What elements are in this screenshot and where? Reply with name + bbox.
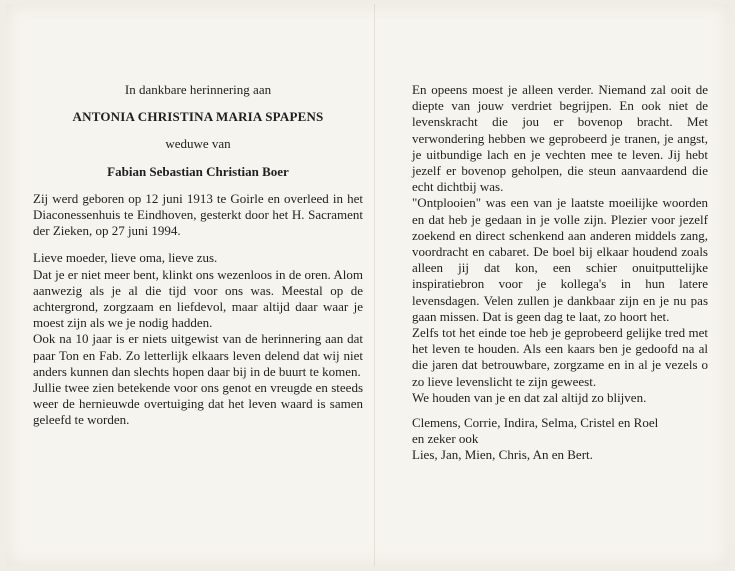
- signature-line-3: Lies, Jan, Mien, Chris, An en Bert.: [412, 447, 593, 463]
- intro-line: In dankbare herinnering aan: [124, 82, 272, 97]
- card-fold: [374, 4, 375, 566]
- right-paragraph-1: En opeens moest je alleen verder. Niemand zal ooit de diepte van jouw verdriet begrijpen. En ook niet de levenskracht die jou er bovenop bracht. Met verwondering hebben we geprobeerd je tranen, je angst, je uitbundige lach en je vechten mee te leven. Jij hebt jezelf er bovenop geholpen, die steun aanvaardend die echt dichtbij was.: [412, 82, 708, 195]
- signature-line-2: en zeker ook: [412, 431, 479, 447]
- relation-line: weduwe van: [165, 136, 231, 152]
- left-paragraph-1: Dat je er niet meer bent, klinkt ons wezenloos in de oren. Alom aanwezig als je al die tijd voor ons was. Meestal op de achtergrond, zorgzaam en liefdevol, maar altijd daar waar je moest zijn als we je nodig hadden.: [33, 266, 363, 331]
- right-panel: [412, 82, 708, 464]
- right-paragraph-4: We houden van je en dat zal altijd zo blijven.: [412, 389, 647, 405]
- right-paragraph-2: "Ontplooien" was een van je laatste moeilijke woorden en dat heb je gedaan in je volle zijn. Plezier voor jezelf zoekend en direct schenkend aan anderen middels zang, voordracht en cabaret. De boel bij elkaar houdend zoals alleen jij dat kon, een schier onuitputtelijke inspiratiebron voor je kollega's in hun latere levensdagen. Velen zullen je dankbaar zijn en je nu pas gaan missen. Dat is geen dag te laat, zo hoort het.: [412, 195, 708, 324]
- left-paragraph-2: Ook na 10 jaar is er niets uitgewist van de herinnering aan dat paar Ton en Fab. Zo letterlijk elkaars leven delend dat wij niet anders kunnen dan slechts hopen daar bij in de buurt te komen.: [33, 331, 363, 379]
- salutation: Lieve moeder, lieve oma, lieve zus.: [33, 250, 218, 266]
- left-paragraph-3: Jullie twee zien betekende voor ons genot en vreugde en steeds weer de hernieuwde overtuiging dat het leven waard is samen geleefd te worden.: [33, 380, 363, 428]
- signature-line-1: Clemens, Corrie, Indira, Selma, Cristel en Roel: [412, 415, 659, 431]
- right-paragraph-3: Zelfs tot het einde toe heb je geprobeerd gelijke tred met het leven te houden. Als een kaars ben je gedoofd na al die jaren dat betrouwbare, zorgzame en in al je vezels o zo lieve levenslicht te zijn geweest.: [412, 325, 708, 389]
- bio-paragraph: Zij werd geboren op 12 juni 1913 te Goirle en overleed in het Diaconessenhuis te Eindhoven, gesterkt door het H. Sacrament der Zieken, op 27 juni 1994.: [33, 190, 363, 239]
- left-panel: [33, 82, 363, 429]
- spouse-name: Fabian Sebastian Christian Boer: [107, 163, 289, 179]
- deceased-name: ANTONIA CHRISTINA MARIA SPAPENS: [72, 109, 324, 125]
